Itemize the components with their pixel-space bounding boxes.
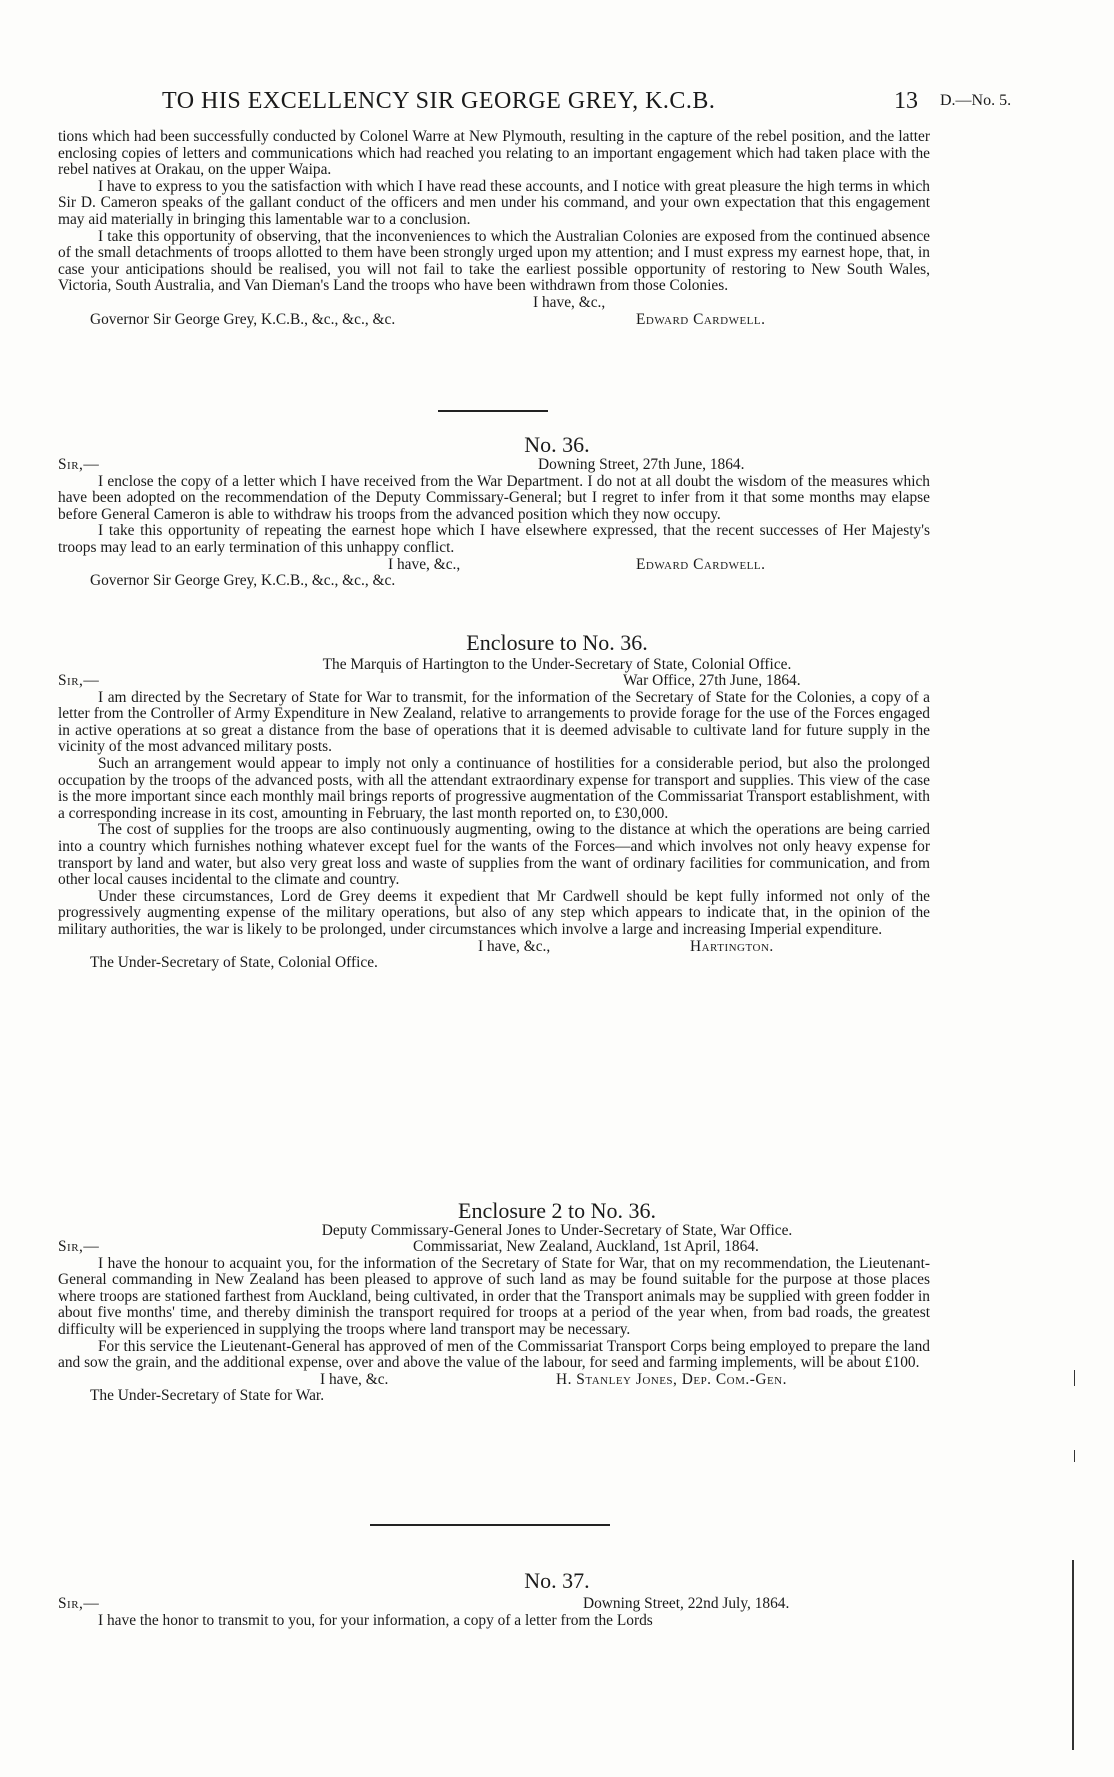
closing-line — [58, 939, 930, 956]
paragraph: I have the honor to transmit to you, for your information, a copy of a letter from the Lords — [98, 1611, 653, 1629]
running-title: TO HIS EXCELLENCY SIR GEORGE GREY, K.C.B. — [162, 88, 716, 114]
paragraph: Under these circumstances, Lord de Grey deems it expedient that Mr Cardwell should be kept fully informed not only of the progressively augmenting expense of the military operations, but also of any step which appears to indicate that, in the opinion of the military authorities, the war is likely to be prolonged, under circumstances which involve a large and increasing Imperial expenditure. — [58, 887, 930, 938]
enclosure-2 — [58, 1239, 930, 1405]
section-top — [58, 129, 930, 328]
closing: I have, &c., — [478, 937, 551, 955]
paragraph: I am directed by the Secretary of State for War to transmit, for the information of the Secretary of State for the Colonies, a copy of a letter from the Controller of Army Expenditure in New Zealand, relative to arrangements to provide forage for the use of the Forces engaged in active operations at so great a distance from the base of operations that it is deemed advisable to cultivate land for future supply in the vicinity of the most advanced military posts. — [58, 688, 930, 756]
place-date: Downing Street, 27th June, 1864. — [538, 456, 745, 473]
signature: Edward Cardwell. — [636, 555, 766, 573]
letter-heading: No. 37. — [524, 1568, 590, 1593]
addressee-line — [58, 573, 930, 590]
section-divider — [438, 410, 548, 412]
paragraph: I take this opportunity of repeating the earnest hope which I have elsewhere expressed, that the recent successes of Her Majesty's troops may lead to an early termination of this unhappy conflict. — [58, 522, 930, 556]
paragraph: tions which had been successfully conducted by Colonel Warre at New Plymouth, resulting in the capture of the rebel position, and the latter enclosing copies of letters and communications which had reached you relating to an important engagement which had taken place with the rebel natives at Orakau, on the upper Waipa. — [58, 128, 930, 179]
salutation: Sir,— — [58, 456, 100, 473]
margin-mark — [1072, 1560, 1074, 1750]
paragraph: The cost of supplies for the troops are also continuously augmenting, owing to the distance at which the operations are being carried into a country which furnishes nothing whatever except fuel for the wants of the Forces—and which involves not only heavy expense for transport by land and water, but also very great loss and waste of supplies from the want of ordinary facilities for communication, and from other local causes incidental to the climate and country. — [58, 821, 930, 889]
closing: I have, &c., — [388, 555, 461, 573]
margin-mark — [1074, 1450, 1075, 1462]
closing-line — [58, 1372, 930, 1389]
paragraph: For this service the Lieutenant-General has approved of men of the Commissariat Transport Corps being employed to prepare the land and sow the grain, and the additional expense, over and above the value of the labour, for seed and farming implements, will be about £100. — [58, 1337, 930, 1372]
from-to-line: Deputy Commissary-General Jones to Under-Secretary of State, War Office. — [321, 1222, 793, 1239]
signature: H. Stanley Jones, Dep. Com.-Gen. — [556, 1370, 787, 1388]
margin-mark — [1074, 1370, 1075, 1386]
from-to-line: The Marquis of Hartington to the Under-Secretary of State, Colonial Office. — [322, 656, 792, 673]
place-date: Commissariat, New Zealand, Auckland, 1st April, 1864. — [413, 1238, 759, 1255]
letter-no36 — [58, 457, 930, 590]
addressee: The Under-Secretary of State for War. — [90, 1387, 325, 1405]
salutation: Sir,— — [58, 1238, 100, 1255]
paragraph: I enclose the copy of a letter which I have received from the War Department. I do not at all doubt the wisdom of the measures which have been adopted on the recommendation of the Deputy Commissary-General; but I regret to infer from it that some months may elapse before General Cameron is able to withdraw his troops from the advanced position which they now occupy. — [58, 472, 930, 523]
enclosure-heading: Enclosure 2 to No. 36. — [458, 1198, 656, 1223]
document-id: D.—No. 5. — [940, 92, 1012, 109]
salutation: Sir,— — [58, 1595, 100, 1612]
addressee: Governor Sir George Grey, K.C.B., &c., &c., &c. — [90, 310, 396, 328]
addressee-line — [58, 1388, 930, 1405]
closing-line — [58, 295, 930, 312]
salutation: Sir,— — [58, 672, 100, 689]
salutation-line — [58, 1239, 930, 1256]
salutation-line — [58, 457, 930, 474]
addressee-line — [58, 955, 930, 972]
place-date: War Office, 27th June, 1864. — [623, 672, 801, 689]
paragraph: I have to express to you the satisfaction with which I have read these accounts, and I notice with great pleasure the high terms in which Sir D. Cameron speaks of the gallant conduct of the officers and men under his command, and your own expectation that this engagement may aid materially in bringing this lamentable war to a conclusion. — [58, 177, 930, 228]
signature: Hartington. — [690, 937, 774, 955]
section-divider — [370, 1524, 610, 1526]
addressee: The Under-Secretary of State, Colonial Office. — [90, 954, 378, 972]
paragraph: I have the honour to acquaint you, for the information of the Secretary of State for War, that on my recommendation, the Lieutenant-General commanding in New Zealand has been pleased to approve of such land as may be found suitable for the purpose at those places where troops are stationed farthest from Auckland, being cultivated, in order that the Transport animals may be supplied with green fodder in about five months' time, and thereby diminish the transport required for troops at a period of the year when, from bad roads, the greatest difficulty will be experienced in supplying the troops where land transport may be necessary. — [58, 1254, 930, 1338]
enclosure-heading: Enclosure to No. 36. — [466, 630, 648, 655]
signature-line — [58, 312, 930, 329]
signature: Edward Cardwell. — [636, 310, 766, 328]
closing-line — [58, 557, 930, 574]
addressee: Governor Sir George Grey, K.C.B., &c., &c., &c. — [90, 572, 396, 590]
closing: I have, &c. — [320, 1370, 389, 1388]
page-number: 13 — [894, 88, 918, 114]
page-header — [0, 88, 1114, 118]
place-date: Downing Street, 22nd July, 1864. — [583, 1595, 790, 1612]
letter-heading: No. 36. — [524, 432, 590, 457]
enclosure-1 — [58, 673, 930, 972]
paragraph: I take this opportunity of observing, that the inconveniences to which the Australian Colonies are exposed from the continued absence of the small detachments of troops allotted to them have been strongly urged upon my attention; and I must express my earnest hope, that, in case your anticipations should be realised, you will not fail to take the earliest possible opportunity of restoring to New South Wales, Victoria, South Australia, and Van Dieman's Land the troops who have been withdrawn from those Colonies. — [58, 227, 930, 295]
paragraph: Such an arrangement would appear to imply not only a continuance of hostilities for a considerable period, but also the prolonged occupation by the troops of the advanced posts, with all the attendant extraordinary expense for transport and supplies. This view of the case is the more important since each monthly mail brings reports of progressive augmentation of the Commissariat Transport establishment, with a corresponding increase in its cost, amounting in February, the last month reported on, to £30,000. — [58, 754, 930, 822]
letter-no37 — [58, 1596, 930, 1629]
salutation-line — [58, 673, 930, 690]
closing: I have, &c., — [533, 293, 606, 311]
salutation-line — [58, 1596, 930, 1613]
